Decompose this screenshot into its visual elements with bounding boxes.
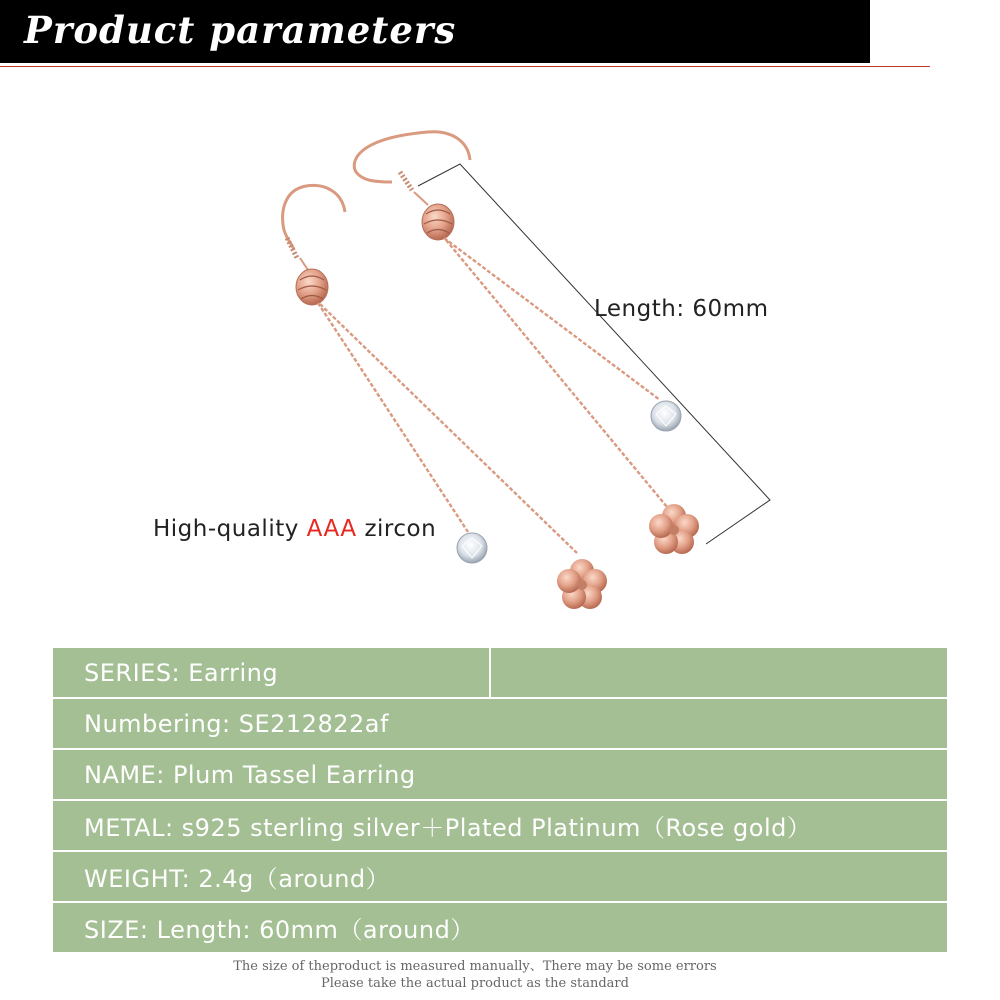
spec-row-name <box>53 750 947 799</box>
spec-row-numbering <box>53 699 947 748</box>
spec-metal: METAL: s925 sterling silver＋Plated Platinum（Rose gold） <box>84 814 812 842</box>
measurement-disclaimer <box>0 958 950 992</box>
zircon-callout-prefix: High-quality <box>153 516 307 542</box>
spec-row-size <box>53 903 947 952</box>
spec-row-metal <box>53 801 947 850</box>
zircon-callout-suffix: zircon <box>356 516 437 542</box>
right-flower-charm <box>649 504 699 554</box>
left-flower-charm <box>557 559 607 609</box>
disclaimer-line-1: The size of theproduct is measured manually、There may be some errors <box>233 959 717 974</box>
right-earring <box>354 132 699 554</box>
spec-size: SIZE: Length: 60mm（around） <box>84 916 475 944</box>
length-callout: Length: 60mm <box>594 296 769 322</box>
spec-series: SERIES: Earring <box>84 658 279 687</box>
spec-row-weight <box>53 852 947 901</box>
spec-row-series <box>53 648 947 697</box>
disclaimer-line-2: Please take the actual product as the standard <box>321 976 629 991</box>
spec-weight: WEIGHT: 2.4g（around） <box>84 865 391 893</box>
page-title: Product parameters <box>24 8 457 52</box>
length-dimension-line <box>418 164 770 544</box>
spec-name: NAME: Plum Tassel Earring <box>84 760 416 789</box>
spec-empty-cell <box>491 648 947 697</box>
zircon-grade-highlight: AAA <box>306 516 357 542</box>
left-earring <box>283 185 607 609</box>
spec-numbering: Numbering: SE212822af <box>84 709 389 738</box>
zircon-callout <box>153 516 436 542</box>
spec-table <box>53 648 947 954</box>
